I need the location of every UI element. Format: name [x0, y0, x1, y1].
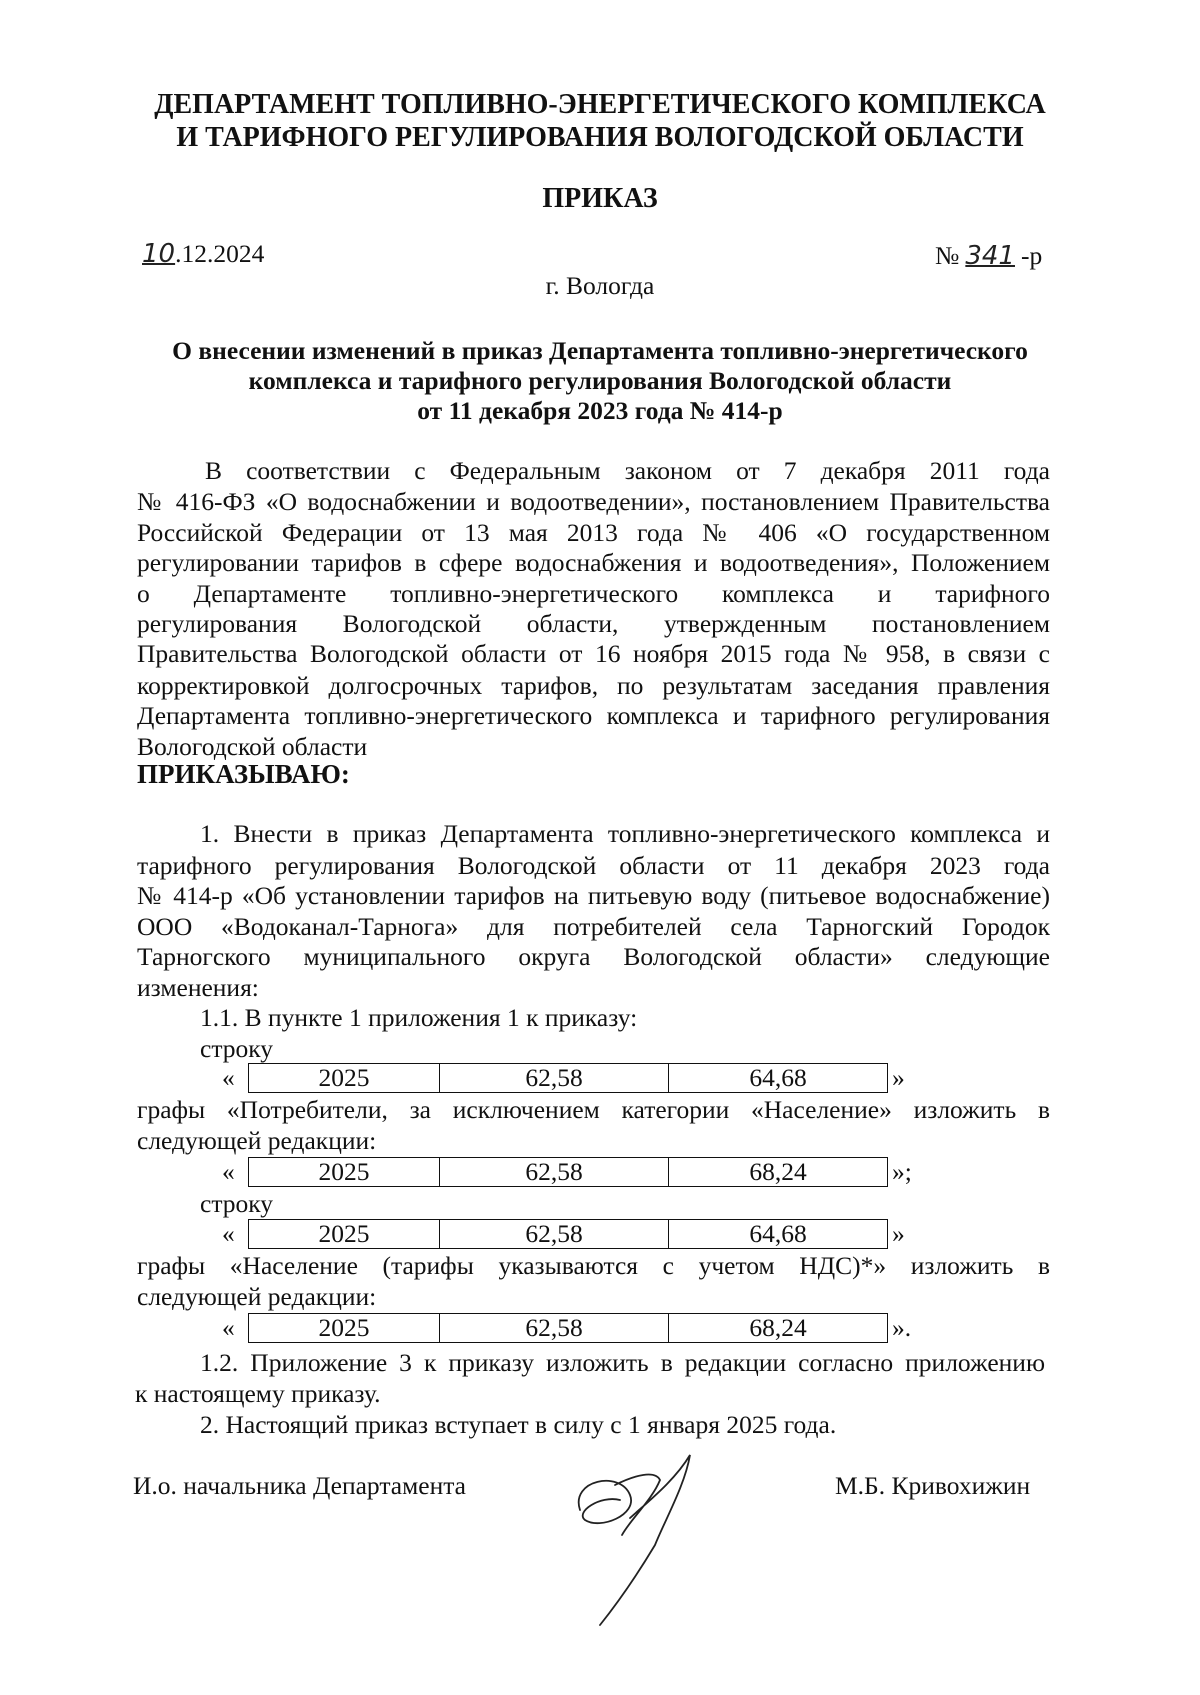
preamble-line: корректировкой долгосрочных тарифов, по результатам заседания правления — [137, 671, 1050, 700]
grafy2-line: графы «Население (тарифы указываются с учетом НДС)*» изложить в — [137, 1251, 1050, 1280]
preamble-line: Правительства Вологодской области от 16 ноября 2015 года № 958, в связи с — [137, 639, 1050, 668]
quote-open: « — [222, 1063, 235, 1092]
quote-close: »; — [892, 1157, 912, 1186]
date-rest: .12.2024 — [175, 239, 265, 268]
signature-name: М.Б. Кривохижин — [835, 1471, 1031, 1500]
number-handwritten: 341 — [965, 241, 1015, 271]
item1-line: ООО «Водоканал-Тарнога» для потребителей села Тарногский Городок — [137, 912, 1050, 941]
word-stroku-1: строку — [200, 1034, 274, 1063]
item1-line: Тарногского муниципального округа Вологодской области» следующие — [137, 942, 1050, 971]
preamble-line: Российской Федерации от 13 мая 2013 года № 406 «О государственном — [137, 518, 1050, 547]
cell-h2: 64,68 — [749, 1063, 807, 1092]
cell-h2: 68,24 — [749, 1313, 807, 1342]
date-day-handwritten: 10 — [142, 239, 176, 269]
grafy1-line: графы «Потребители, за исключением категории «Население» изложить в — [137, 1095, 1050, 1124]
tariff-cells — [248, 1313, 888, 1343]
cell-h1: 62,58 — [440, 1314, 669, 1342]
number-suffix: -р — [1020, 241, 1043, 270]
preamble-line: В соответствии с Федеральным законом от 7 декабря 2011 года — [205, 456, 1050, 485]
quote-close: » — [892, 1219, 905, 1248]
cell-year: 2025 — [249, 1158, 440, 1186]
preamble-line: № 416-ФЗ «О водоснабжении и водоотведении», постановлением Правительства — [137, 487, 1050, 516]
preamble-line: Департамента топливно-энергетического комплекса и тарифного регулирования — [137, 701, 1050, 730]
quote-close: ». — [892, 1313, 912, 1342]
department-header-line1: ДЕПАРТАМЕНТ ТОПЛИВНО-ЭНЕРГЕТИЧЕСКОГО КОМПЛЕКСА — [154, 89, 1046, 120]
order-number — [935, 240, 1042, 272]
order-word: ПРИКАЗЫВАЮ: — [137, 759, 350, 789]
item1-line: 1. Внести в приказ Департамента топливно-энергетического комплекса и — [200, 819, 1050, 848]
department-header-line2: И ТАРИФНОГО РЕГУЛИРОВАНИЯ ВОЛОГОДСКОЙ ОБЛАСТИ — [176, 122, 1024, 153]
word-stroku-2: строку — [200, 1189, 274, 1218]
signature-position: И.о. начальника Департамента — [133, 1471, 466, 1500]
cell-h2: 68,24 — [749, 1157, 807, 1186]
quote-open: « — [222, 1157, 235, 1186]
city: г. Вологда — [545, 271, 655, 300]
title-line1: О внесении изменений в приказ Департамента топливно-энергетического — [172, 336, 1028, 365]
preamble-line: о Департаменте топливно-энергетического комплекса и тарифного — [137, 579, 1050, 608]
tariff-cells — [248, 1063, 888, 1093]
tariff-cells — [248, 1157, 888, 1187]
grafy1-line: следующей редакции: — [137, 1126, 377, 1155]
item-1-1: 1.1. В пункте 1 приложения 1 к приказу: — [200, 1003, 638, 1032]
cell-h1: 62,58 — [440, 1220, 669, 1248]
quote-open: « — [222, 1313, 235, 1342]
grafy2-line: следующей редакции: — [137, 1282, 377, 1311]
doc-type-heading: ПРИКАЗ — [542, 183, 658, 214]
cell-year: 2025 — [249, 1220, 440, 1248]
cell-year: 2025 — [249, 1314, 440, 1342]
preamble-line: регулирования Вологодской области, утвержденным постановлением — [137, 609, 1050, 638]
quote-close: » — [892, 1063, 905, 1092]
preamble-line: Вологодской области — [137, 732, 368, 761]
title-line2: комплекса и тарифного регулирования Вологодской области — [248, 366, 952, 395]
cell-h1: 62,58 — [440, 1064, 669, 1092]
order-date — [142, 238, 264, 270]
cell-h2: 64,68 — [749, 1219, 807, 1248]
tariff-cells — [248, 1219, 888, 1249]
item1-line: изменения: — [137, 973, 259, 1002]
number-prefix: № — [935, 241, 960, 270]
quote-open: « — [222, 1219, 235, 1248]
item-1-2-line2: к настоящему приказу. — [135, 1379, 381, 1408]
title-line3: от 11 декабря 2023 года № 414-р — [417, 396, 783, 425]
preamble-line: регулировании тарифов в сфере водоснабжения и водоотведения», Положением — [137, 548, 1050, 577]
cell-h1: 62,58 — [440, 1158, 669, 1186]
item-2: 2. Настоящий приказ вступает в силу с 1 января 2025 года. — [200, 1410, 837, 1439]
item1-line: тарифного регулирования Вологодской области от 11 декабря 2023 года — [137, 851, 1050, 880]
handwritten-signature — [560, 1440, 720, 1630]
item-1-2-line1: 1.2. Приложение 3 к приказу изложить в редакции согласно приложению — [200, 1348, 1045, 1377]
cell-year: 2025 — [249, 1064, 440, 1092]
item1-line: № 414-р «Об установлении тарифов на питьевую воду (питьевое водоснабжение) — [137, 881, 1050, 910]
